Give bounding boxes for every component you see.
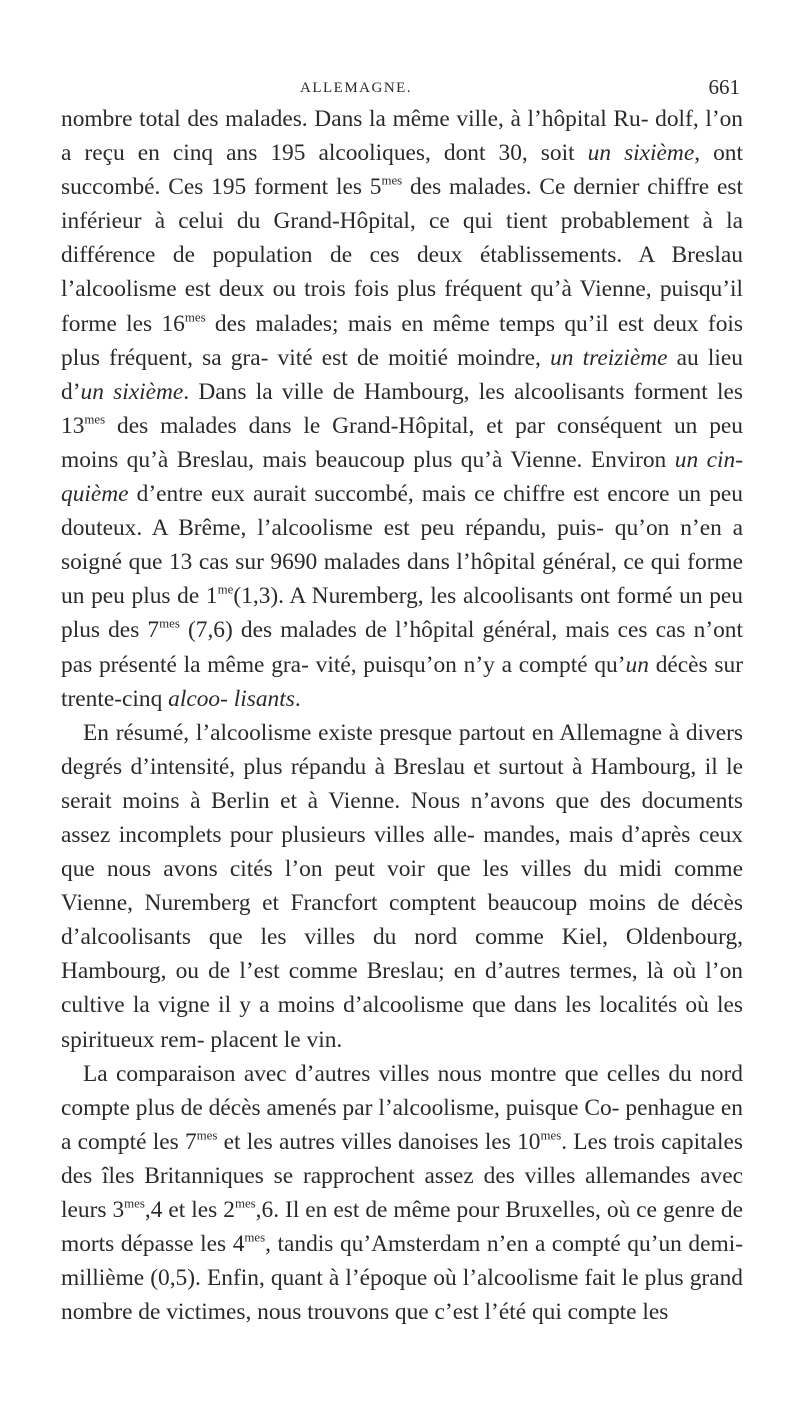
- italic-run: un sixième: [80, 378, 184, 405]
- text-run: . Dans la ville de Hambourg, les alcoolisants forment les 13: [61, 378, 743, 439]
- text-run: , ont succombé. Ces 195 forment les 5: [61, 140, 743, 201]
- text-run: La comparaison avec d’autres villes nous montre que celles du nord compte plus de décès amenés par l’alcoolisme, puisque Co- penhague en a compté les 7: [61, 1060, 743, 1155]
- superscript: mes: [540, 1128, 562, 1143]
- text-run: , tandis qu’Amsterdam n’en a compté qu’un demi-millième (0,5). Enfin, quant à l’époque où l’alcoolisme fait le plus grand nombre de victimes, nous trouvons que c’est l’été qui compte les: [61, 1231, 743, 1326]
- italic-run: un cin- quième: [61, 446, 743, 508]
- text-run: décès sur trente-cinq: [61, 651, 743, 712]
- text-run: (1,3). A Nuremberg, les alcoolisants ont formé un peu plus des 7: [61, 583, 743, 644]
- text-run: (7,6) des malades de l’hôpital général, mais ces cas n’ont pas présenté la même gra- vité, puisqu’on n’y a compté qu’: [61, 617, 743, 678]
- text-run: . Les trois capitales des îles Britanniques se rapprochent assez des villes allemandes avec leurs 3: [61, 1128, 743, 1223]
- text-run: des malades dans le Grand-Hôpital, et par conséquent un peu moins qu’à Breslau, mais beaucoup plus qu’à Vienne. Environ: [61, 412, 743, 473]
- text-run: ,6. Il en est de même pour Bruxelles, où ce genre de morts dépasse les 4: [61, 1197, 743, 1258]
- italic-run: alcoo- lisants: [168, 685, 295, 712]
- text-run: des malades. Ce dernier chiffre est inférieur à celui du Grand-Hôpital, ce qui tient probablement à la différence de population de ces deux établissements. A Breslau l’alcoolisme est deux ou trois fois plus fréquent qu’à Vienne, puisqu’il forme les 16: [61, 174, 743, 337]
- text-run: nombre total des malades. Dans la même ville, à l’hôpital Ru- dolf, l’on a reçu en cinq ans 195 alcooliques, dont 30, soit: [61, 106, 743, 167]
- superscript: mes: [381, 173, 403, 188]
- superscript: me: [217, 582, 234, 597]
- italic-run: un treizième: [550, 344, 668, 371]
- italic-run: un: [625, 651, 649, 678]
- superscript: mes: [196, 1128, 218, 1143]
- superscript: mes: [234, 1196, 256, 1211]
- body-text: [61, 102, 743, 1329]
- text-run: ,4 et les 2: [144, 1197, 235, 1223]
- text-run: des malades; mais en même temps qu’il est deux fois plus fréquent, sa gra- vité est de moitié moindre,: [61, 310, 743, 371]
- paragraph-2: En résumé, l’alcoolisme existe presque partout en Allemagne à divers degrés d’intensité, plus répandu à Breslau et surtout à Hambourg, il le serait moins à Berlin et à Vienne. Nous n’avons que des documents assez incomplets pour plusieurs villes alle- mandes, mais d’après ceux que nous avons cités l’on peut voir que les villes du midi comme Vienne, Nuremberg et Francfort comptent beaucoup moins de décès d’alcoolisants que les villes du nord comme Kiel, Oldenbourg, Hambourg, ou de l’est comme Breslau; en d’autres termes, là où l’on cultive la vigne il y a moins d’alcoolisme que dans les localités où les spiritueux rem- placent le vin.: [61, 719, 743, 1053]
- text-run: d’entre eux aurait succombé, mais ce chiffre est encore un peu douteux. A Brême, l’alcoolisme est peu répandu, puis- qu’on n’en a soigné que 13 cas sur 9690 malades dans l’hôpital général, ce qui forme un peu plus de 1: [61, 481, 743, 610]
- paragraph-1: [61, 102, 743, 716]
- superscript: mes: [159, 616, 180, 631]
- text-run: .: [294, 685, 301, 712]
- superscript: mes: [84, 412, 106, 427]
- text-run: au lieu d’: [61, 344, 743, 405]
- page-number: 661: [708, 75, 740, 99]
- superscript: mes: [124, 1196, 145, 1211]
- superscript: mes: [184, 309, 206, 324]
- paragraph-3: [61, 1057, 743, 1330]
- running-title: ALLEMAGNE.: [300, 80, 413, 96]
- superscript: mes: [244, 1230, 266, 1245]
- text-run: et les autres villes danoises les 10: [217, 1128, 541, 1155]
- italic-run: un sixième: [587, 140, 695, 167]
